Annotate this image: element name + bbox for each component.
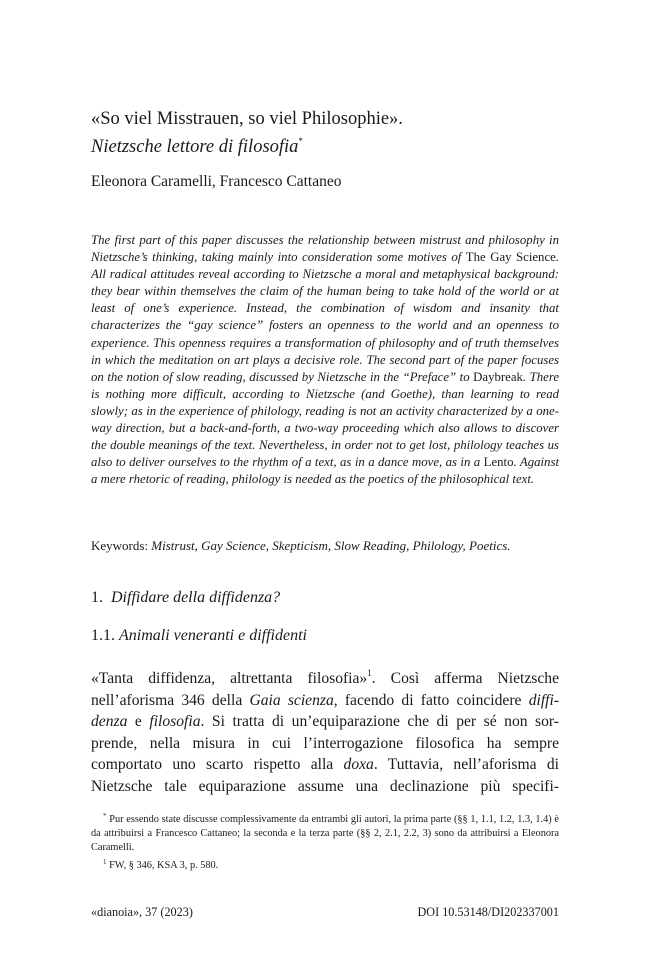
footnotes (91, 809, 559, 873)
subtitle-footnote-mark[interactable]: * (298, 136, 303, 146)
subsection-number: 1.1. (91, 627, 115, 644)
section-heading-1-1 (91, 626, 307, 646)
body-text-run: . Così afferma Nietzsche (371, 670, 559, 687)
body-line (91, 690, 559, 712)
body-italic-term: doxa (343, 756, 374, 773)
body-text-run: . Si tratta di un’equiparazione che di per sé non sor- (200, 713, 559, 730)
body-text-run: e (134, 713, 142, 730)
body-line: Nietzsche tale equiparazione assume una declinazione più specifi- (91, 777, 559, 795)
abstract-part-3: . There is nothing more difficult, according to Nietzsche (and Goethe), than learning to read slowly; as in the experience of philology, reading is not an activity characterized by a one-way direction, but a back-and-forth, a two-way proceeding which also allows to discover the double meanings of the text. Nevertheless, in order not to get lost, philology teaches us also to deliver ourselves to the rhythm of a text, as in a dance move, as in a (91, 369, 560, 470)
footnote-1 (91, 855, 559, 873)
work-title-gaia-scienza: Gaia scienza (249, 691, 334, 709)
article-subtitle (91, 130, 303, 158)
body-paragraph (91, 663, 559, 797)
footnote-ref-1[interactable]: 1 (367, 668, 372, 678)
subsection-title: Animali veneranti e diffidenti (119, 627, 307, 644)
keywords-list: Mistrust, Gay Science, Skepticism, Slow Reading, Philology, Poetics. (151, 538, 511, 553)
body-text-run: . Tuttavia, nell’aforisma di (373, 756, 559, 773)
section-heading-1 (91, 588, 280, 608)
body-text-run: , facendo di fatto coincidere (333, 691, 522, 709)
doi-link[interactable]: DOI 10.53148/DI202337001 (417, 905, 559, 919)
journal-citation: «dianoia», 37 (2023) (91, 905, 193, 919)
abstract-term-lento: Lento (483, 455, 514, 470)
abstract-work-title-daybreak: Daybreak (473, 369, 523, 384)
body-italic-term: denza (91, 713, 128, 730)
body-italic-term: filosofia (149, 713, 201, 730)
footnote-star (91, 809, 559, 855)
footnote-mark: 1 (103, 858, 107, 866)
body-line (91, 711, 559, 733)
body-line (91, 663, 559, 690)
abstract-part-4: . Against a mere rhetoric of reading, philology is needed as the poetics of the philosophical text. (91, 455, 559, 487)
body-text-run: comportato uno scarto rispetto alla (91, 756, 334, 773)
section-number: 1. (91, 589, 103, 606)
subtitle-text: Nietzsche lettore di filosofia (91, 137, 299, 157)
body-text-run: «Tanta diffidenza, altrettanta filosofia» (91, 670, 368, 687)
abstract (91, 232, 559, 488)
body-text-run: nell’aforisma 346 della (91, 691, 243, 709)
authors: Eleonora Caramelli, Francesco Cattaneo (91, 173, 342, 190)
footnote-text: FW, § 346, KSA 3, p. 580. (109, 860, 219, 871)
keywords-label: Keywords: (91, 538, 149, 553)
article-title: «So viel Misstrauen, so viel Philosophie». (91, 109, 403, 129)
body-italic-term: diffi- (528, 691, 560, 709)
keywords (91, 537, 559, 554)
footnote-mark: * (103, 812, 107, 820)
section-title: Diffidare della diffidenza? (111, 589, 281, 606)
footnote-text: Pur essendo state discusse complessivamente da entrambi gli autori, la prima parte (§§ 1, 1.1, 1.2, 1.3, 1.4) è da attribuirsi a Francesco Cattaneo; la seconda e la terza parte (§§ 2, 2.1, 2.2, 3) sono da attribuirsi a Eleonora Caramelli. (91, 814, 559, 853)
body-line: prende, nella misura in cui l’interrogazione filosofica ha sempre (91, 734, 559, 752)
abstract-part-1: The first part of this paper discusses the relationship between mistrust and philosophy in Nietzsche’s thinking, taking mainly into consideration some motives of (91, 233, 559, 265)
body-line (91, 754, 559, 776)
abstract-work-title-gay-science: The Gay Science (465, 250, 556, 265)
abstract-part-2: . All radical attitudes reveal according to Nietzsche a moral and metaphysical background: they bear within themselves the claim of the human being to take hold of the world or at least of one’s experience. Instead, the combination of wisdom and insanity that characterizes the “gay science” fosters an openness to the world and an openness to experience. This openness requires a transformation of philosophy and of truth themselves in which the meditation on art plays a decisive role. The second part of the paper focuses on the notion of slow reading, discussed by Nietzsche in the “Preface” to (91, 250, 560, 384)
